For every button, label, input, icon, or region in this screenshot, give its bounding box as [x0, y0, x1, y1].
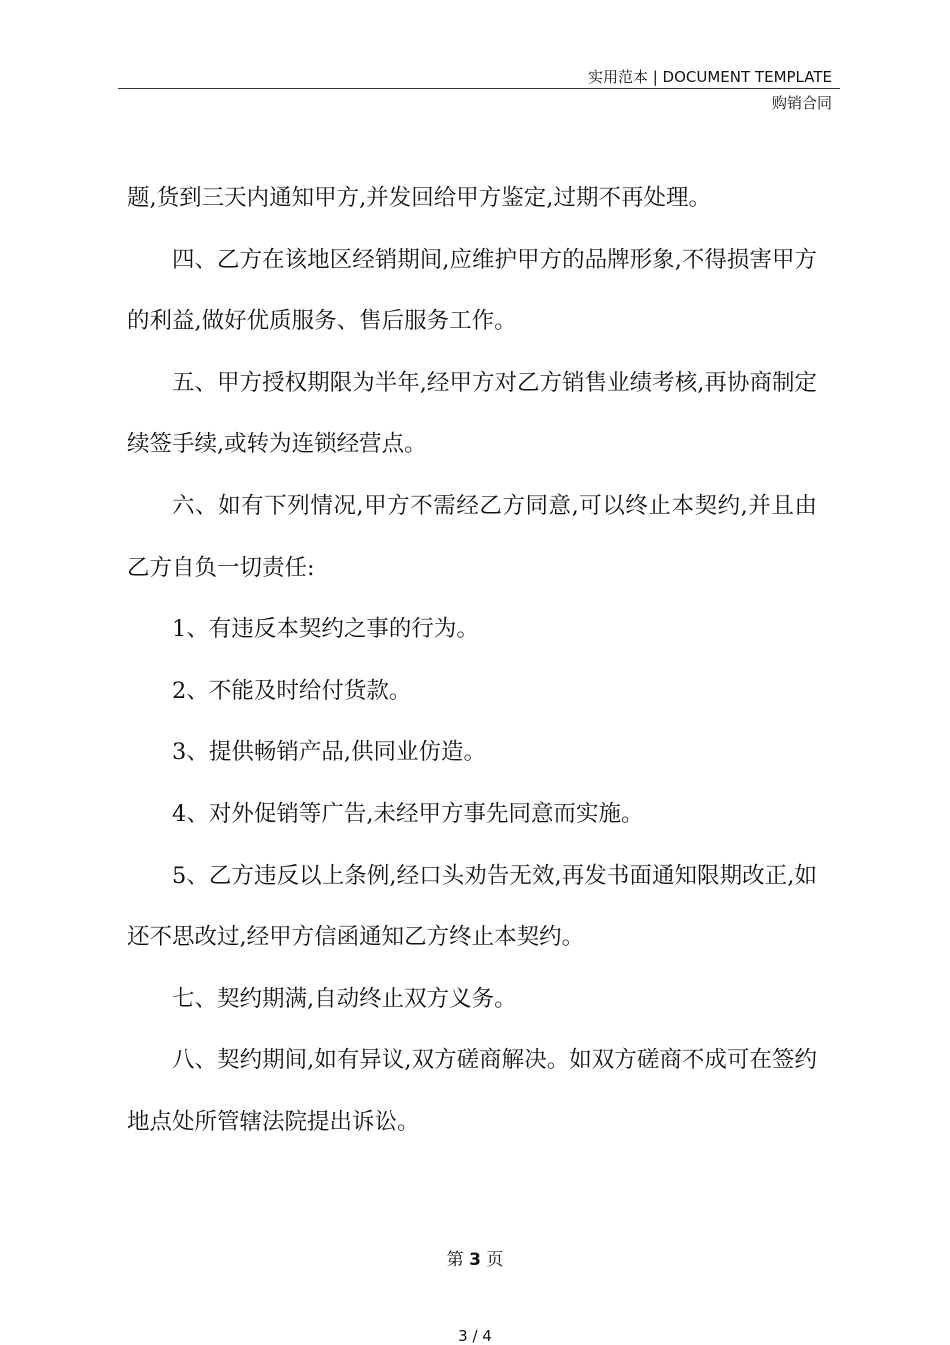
paragraph: 五、甲方授权期限为半年,经甲方对乙方销售业绩考核,再协商制定续签手续,或转为连锁经营点。	[127, 369, 817, 458]
page-counter: 3 / 4	[458, 1327, 492, 1345]
header-document-title: 购销合同	[771, 94, 832, 112]
paragraph: 题,货到三天内通知甲方,并发回给甲方鉴定,过期不再处理。	[127, 185, 711, 211]
paragraph: 八、契约期间,如有异议,双方磋商解决。如双方磋商不成可在签约地点处所管辖法院提出诉讼。	[127, 1047, 817, 1135]
list-item: 4、对外促销等广告,未经甲方事先同意而实施。	[172, 800, 644, 827]
page-prefix: 第	[446, 1250, 464, 1270]
list-item: 5、乙方违反以上条例,经口头劝告无效,再发书面通知限期改正,如还不思改过,经甲方信函通知乙方终止本契约。	[127, 862, 817, 951]
page-header	[118, 66, 840, 89]
paragraph: 四、乙方在该地区经销期间,应维护甲方的品牌形象,不得损害甲方的利益,做好优质服务、售后服务工作。	[127, 246, 817, 335]
paragraph: 七、契约期满,自动终止双方义务。	[172, 985, 517, 1012]
page-number	[0, 1245, 950, 1270]
document-body	[127, 168, 817, 1154]
list-item: 3、提供畅销产品,供同业仿造。	[172, 739, 486, 766]
page-suffix: 页	[486, 1250, 504, 1270]
list-item: 1、有违反本契约之事的行为。	[172, 616, 479, 643]
header-template-label: 实用范本 | DOCUMENT TEMPLATE	[587, 68, 832, 86]
page-number-value: 3	[469, 1250, 481, 1270]
list-item: 2、不能及时给付货款。	[172, 677, 412, 704]
paragraph: 六、如有下列情况,甲方不需经乙方同意,可以终止本契约,并且由乙方自负一切责任:	[127, 492, 817, 581]
